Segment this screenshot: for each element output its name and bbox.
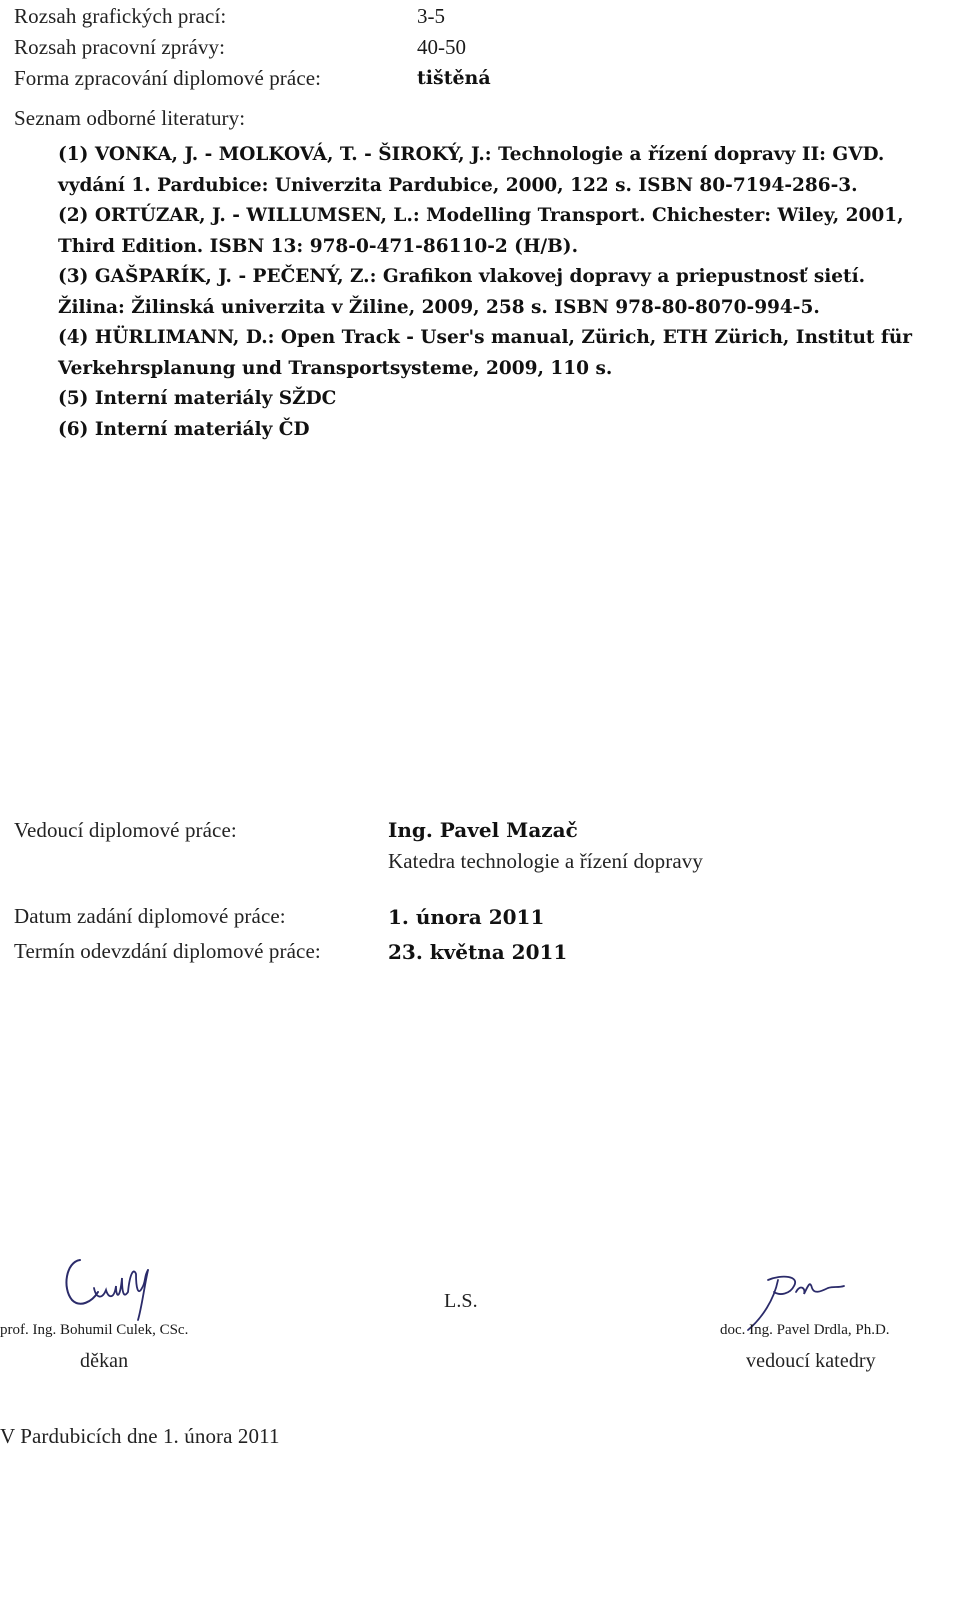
literature-heading: Seznam odborné literatury:: [14, 106, 246, 130]
reference-item: (5) Interní materiály SŽDC: [58, 388, 337, 409]
reference-item: (4) HÜRLIMANN, D.: Open Track - User's manual, Zürich, ETH Zürich, Institut für Verkehrsplanung und Transportsysteme, 2009, 110 s.: [58, 327, 913, 379]
deadline-value: 23. května 2011: [388, 940, 568, 964]
header-row-form: [14, 66, 321, 91]
header-row-graphics: [14, 4, 226, 29]
head-role: vedoucí katedry: [746, 1350, 876, 1372]
supervisor-department: Katedra technologie a řízení dopravy: [388, 849, 703, 873]
reference-item: (3) GAŠPARÍK, J. - PEČENÝ, Z.: Grafikon vlakovej dopravy a priepustnosť sietí. Žilina: Žilinská univerzita v Žiline, 2009, 258 s. ISBN 978-80-8070-994-5.: [58, 266, 866, 318]
thesis-form-value: tištěná: [417, 67, 491, 89]
header-row-report: [14, 35, 225, 60]
deadline-label: Termín odevzdání diplomové práce:: [14, 939, 321, 963]
report-scope-value: 40-50: [417, 35, 466, 59]
reference-item: (1) VONKA, J. - MOLKOVÁ, T. - ŠIROKÝ, J.: Technologie a řízení dopravy II: GVD. vydání 1. Pardubice: Univerzita Pardubice, 2000, 122 s. ISBN 80-7194-286-3.: [58, 144, 885, 196]
reference-list: [58, 140, 920, 445]
reference-item: (2) ORTÚZAR, J. - WILLUMSEN, L.: Modelling Transport. Chichester: Wiley, 2001, Third Edition. ISBN 13: 978-0-471-86110-2 (H/B).: [58, 205, 904, 257]
thesis-form-label: Forma zpracování diplomové práce:: [14, 66, 322, 90]
assignment-date-value: 1. února 2011: [388, 905, 545, 929]
dean-role: děkan: [80, 1350, 129, 1372]
supervisor-label: Vedoucí diplomové práce:: [14, 818, 237, 842]
supervisor-name: Ing. Pavel Mazač: [388, 818, 578, 842]
graphics-scope-label: Rozsah grafických prací:: [14, 4, 227, 28]
reference-item: (6) Interní materiály ČD: [58, 418, 310, 440]
place-date: V Pardubicích dne 1. února 2011: [0, 1424, 280, 1448]
seal-label: L.S.: [444, 1290, 478, 1312]
dean-signature-icon: [58, 1248, 168, 1328]
graphics-scope-value: 3-5: [417, 4, 445, 28]
head-name: doc. Ing. Pavel Drdla, Ph.D.: [720, 1322, 890, 1338]
dean-name: prof. Ing. Bohumil Culek, CSc.: [0, 1322, 189, 1338]
report-scope-label: Rozsah pracovní zprávy:: [14, 35, 226, 59]
assignment-date-label: Datum zadání diplomové práce:: [14, 904, 286, 928]
